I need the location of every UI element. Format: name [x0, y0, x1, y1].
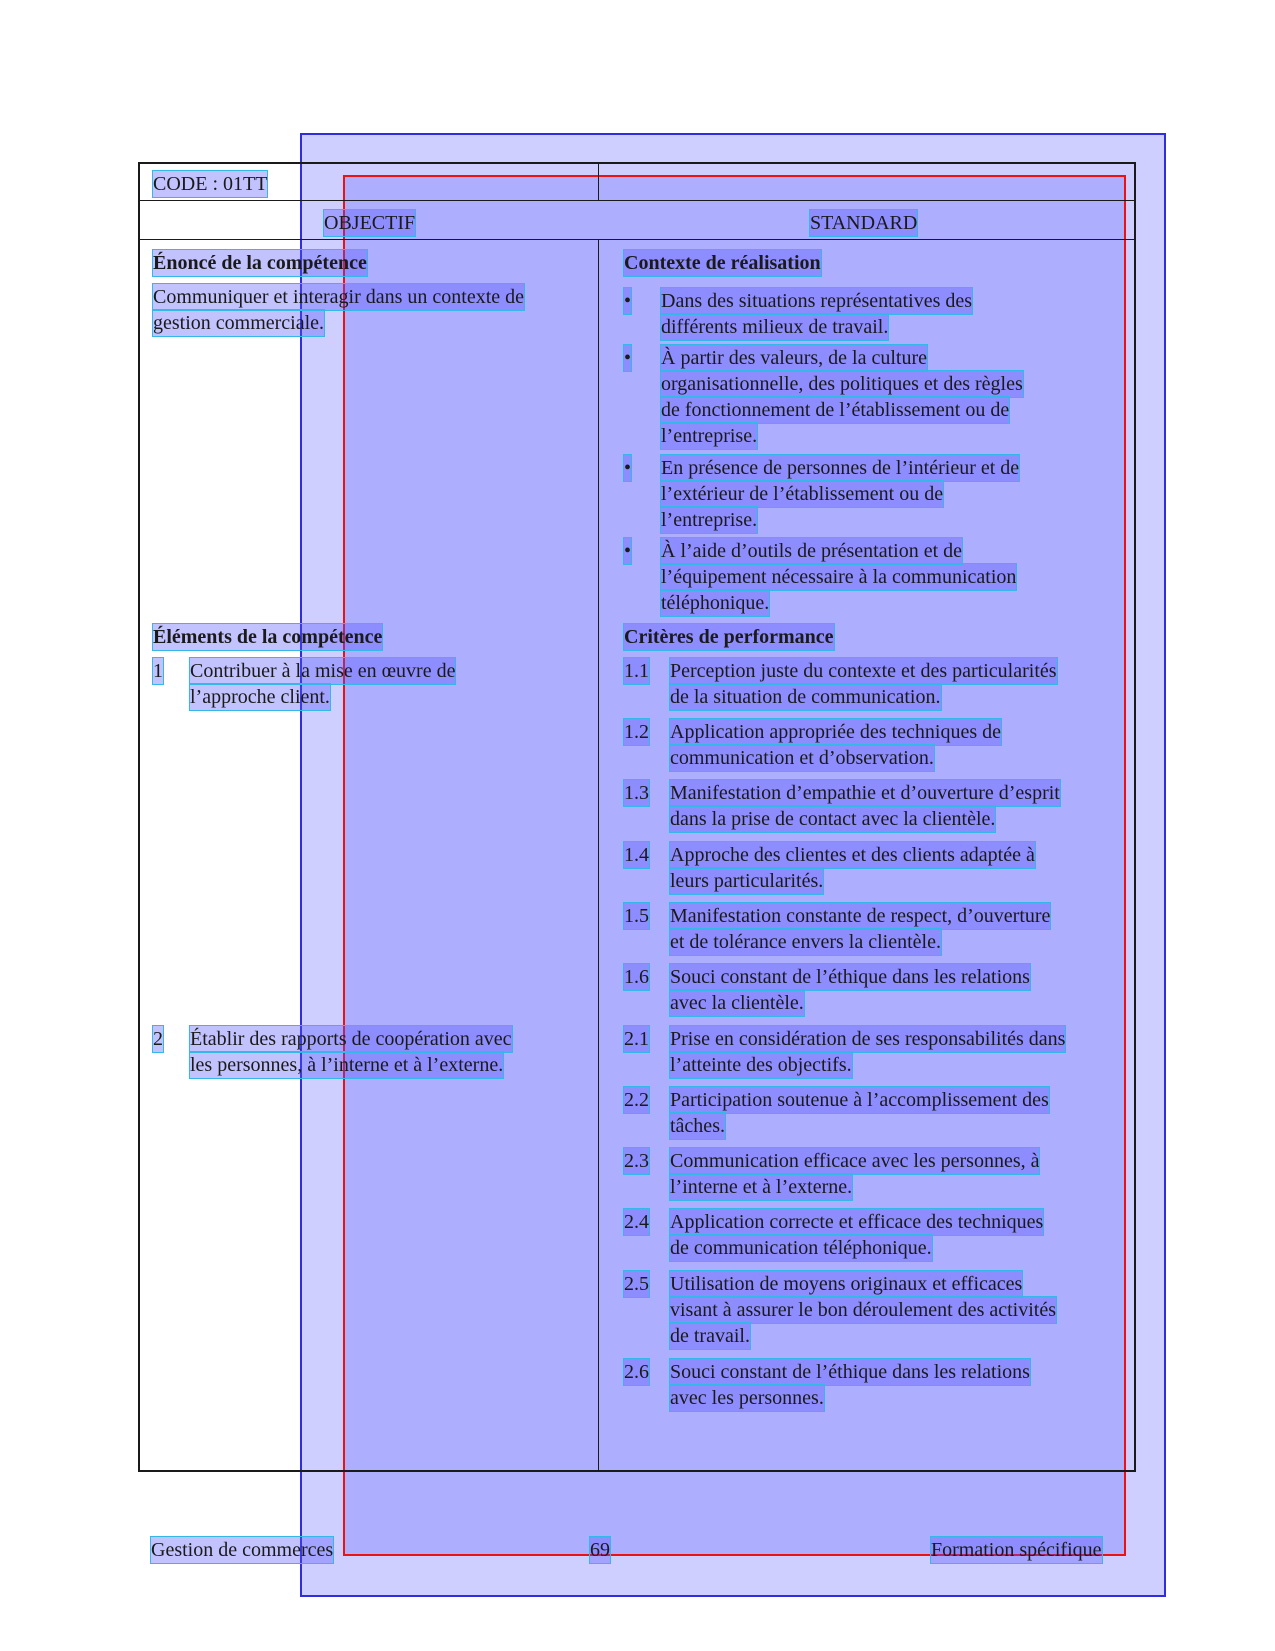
objectif-header: OBJECTIF [324, 212, 416, 234]
critere-text: Souci constant de l’éthique dans les relations avec les personnes. [670, 1361, 1030, 1409]
bullet-icon: • [624, 290, 632, 312]
critere-text: Manifestation constante de respect, d’ouverture et de tolérance envers la clientèle. [670, 905, 1051, 953]
critere-number: 2.6 [624, 1361, 649, 1383]
critere-text: Perception juste du contexte et des particularités de la situation de communication. [670, 660, 1057, 708]
bullet-icon: • [624, 347, 632, 369]
header-rule [138, 200, 1136, 201]
contexte-heading: Contexte de réalisation [624, 252, 821, 274]
enonce-text: Communiquer et interagir dans un contexte de gestion commerciale. [153, 286, 525, 334]
contexte-item-text: Dans des situations représentatives des différents milieux de travail. [661, 290, 973, 338]
element-text: Établir des rapports de coopération avec les personnes, à l’interne et à l’externe. [190, 1028, 512, 1076]
critere-number: 2.4 [624, 1211, 649, 1233]
column-divider-top [598, 162, 599, 200]
critere-text: Communication efficace avec les personnes, à l’interne et à l’externe. [670, 1150, 1040, 1198]
critere-text: Manifestation d’empathie et d’ouverture d’esprit dans la prise de contact avec la clientèle. [670, 782, 1060, 830]
critere-number: 1.4 [624, 844, 649, 866]
critere-text: Utilisation de moyens originaux et efficaces visant à assurer le bon déroulement des activités de travail. [670, 1273, 1056, 1347]
elements-heading: Éléments de la compétence [153, 626, 383, 648]
criteres-heading: Critères de performance [624, 626, 834, 648]
critere-text: Participation soutenue à l’accomplissement des tâches. [670, 1089, 1049, 1137]
element-text: Contribuer à la mise en œuvre de l’approche client. [190, 660, 456, 708]
critere-text: Prise en considération de ses responsabilités dans l’atteinte des objectifs. [670, 1028, 1066, 1076]
element-number: 2 [153, 1028, 163, 1050]
critere-text: Approche des clientes et des clients adaptée à leurs particularités. [670, 844, 1035, 892]
critere-number: 2.5 [624, 1273, 649, 1295]
standard-header: STANDARD [810, 212, 918, 234]
footer-left: Gestion de commerces [151, 1539, 334, 1561]
enonce-heading: Énoncé de la compétence [153, 252, 367, 274]
contexte-item-text: À partir des valeurs, de la culture organisationnelle, des politiques et des règles de fonctionnement de l’établissement ou de l’entreprise. [661, 347, 1023, 447]
critere-number: 1.6 [624, 966, 649, 988]
critere-number: 2.2 [624, 1089, 649, 1111]
code-label: CODE : 01TT [153, 173, 268, 195]
critere-text: Application appropriée des techniques de communication et d’observation. [670, 721, 1001, 769]
contexte-item-text: En présence de personnes de l’intérieur et de l’extérieur de l’établissement ou de l’entreprise. [661, 457, 1020, 531]
page-number: 69 [590, 1539, 610, 1561]
critere-number: 1.2 [624, 721, 649, 743]
critere-number: 1.1 [624, 660, 649, 682]
element-number: 1 [153, 660, 163, 682]
bullet-icon: • [624, 457, 632, 479]
column-divider-lower [598, 809, 599, 1472]
contexte-item-text: À l’aide d’outils de présentation et de l’équipement nécessaire à la communication téléphonique. [661, 540, 1017, 614]
bullet-icon: • [624, 540, 632, 562]
critere-number: 1.3 [624, 782, 649, 804]
critere-number: 2.3 [624, 1150, 649, 1172]
footer-right: Formation spécifique [931, 1539, 1102, 1561]
critere-number: 2.1 [624, 1028, 649, 1050]
header-bottom-rule [138, 239, 1136, 240]
critere-text: Souci constant de l’éthique dans les relations avec la clientèle. [670, 966, 1030, 1014]
critere-text: Application correcte et efficace des techniques de communication téléphonique. [670, 1211, 1044, 1259]
column-divider-upper [598, 239, 599, 809]
critere-number: 1.5 [624, 905, 649, 927]
